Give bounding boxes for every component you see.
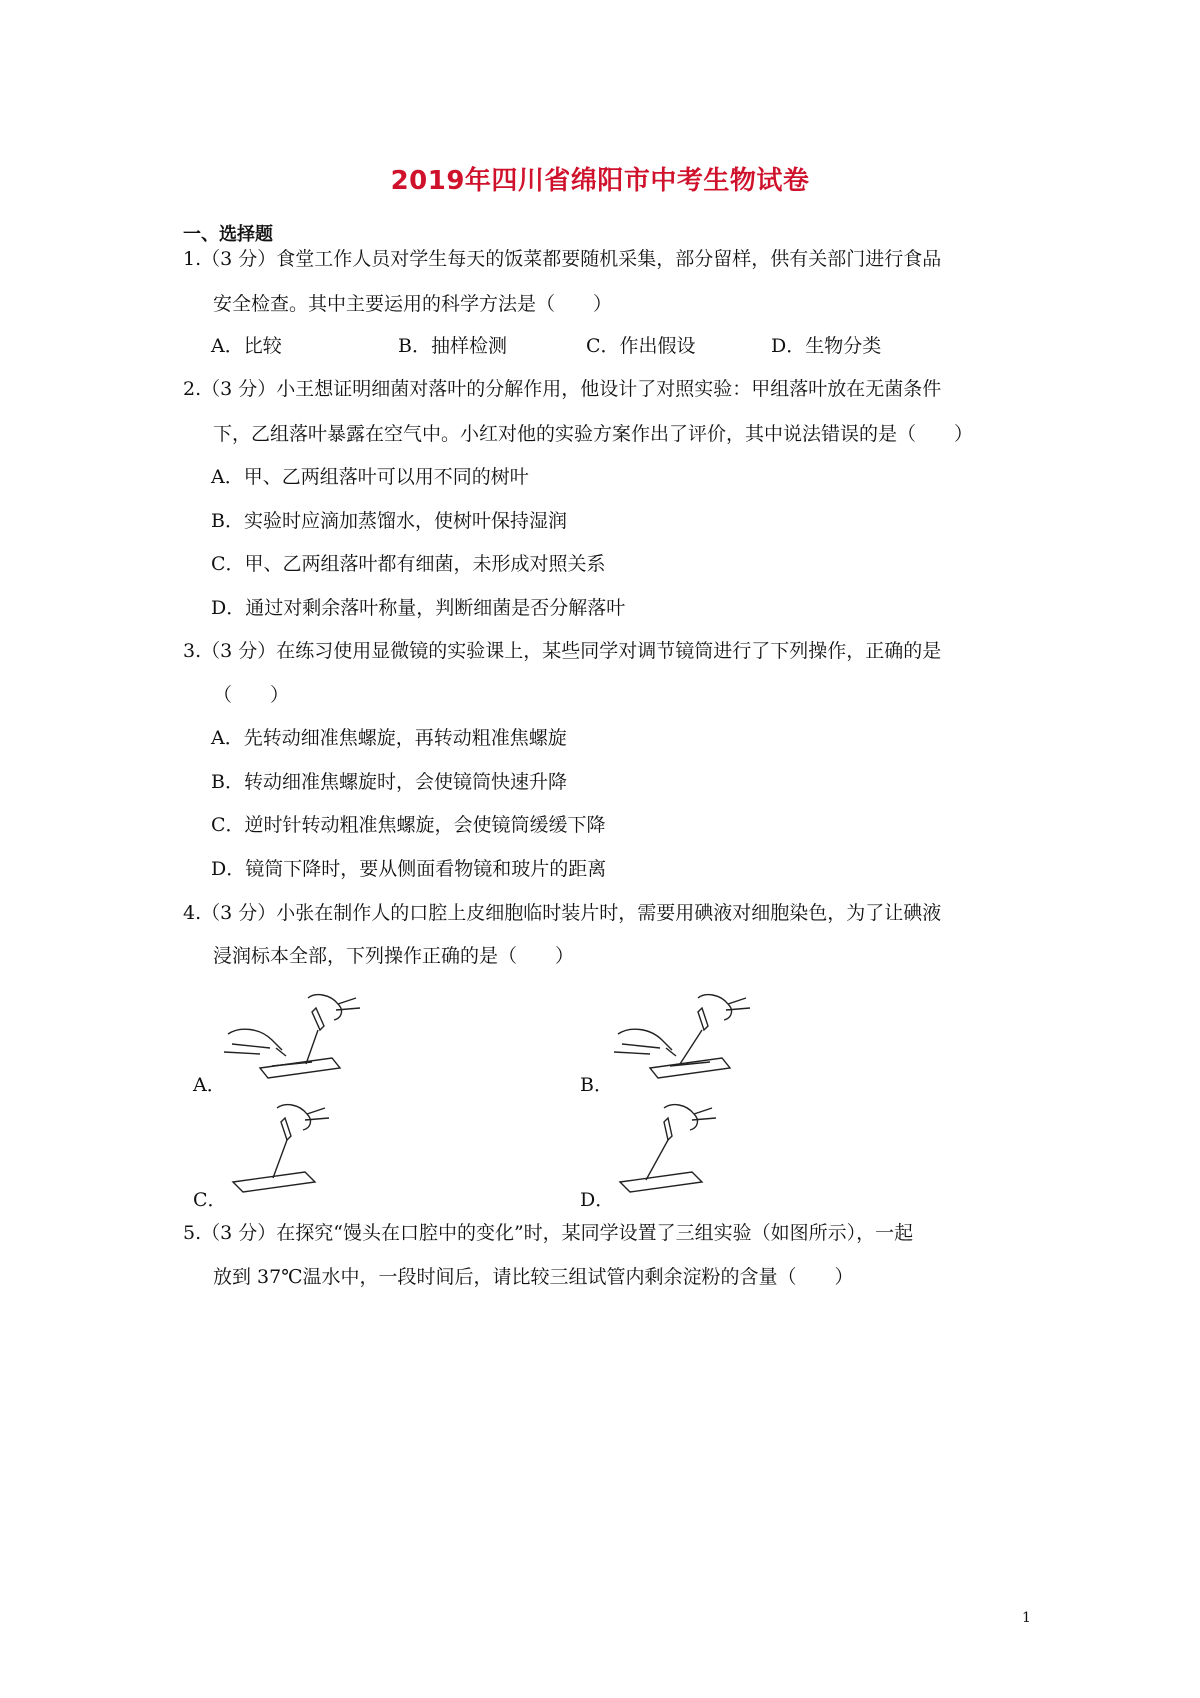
figure-b-label: B．	[580, 1074, 613, 1096]
question-3-line-2: （ ）	[213, 684, 290, 706]
figure-a-label: A．	[193, 1074, 226, 1096]
option-1c: C．作出假设	[586, 335, 696, 357]
option-1b: B．抽样检测	[398, 335, 507, 357]
figure-d-staining-illustration	[612, 1100, 732, 1195]
option-3d: D．镜筒下降时，要从侧面看物镜和玻片的距离	[211, 858, 607, 880]
option-3c: C．逆时针转动粗准焦螺旋，会使镜筒缓缓下降	[211, 814, 606, 836]
question-3-line-1: 3.（3 分）在练习使用显微镜的实验课上，某些同学对调节镜筒进行了下列操作，正确的是	[183, 640, 942, 662]
question-1-line-2: 安全检查。其中主要运用的科学方法是（ ）	[213, 293, 613, 315]
page-number: 1	[1022, 1610, 1031, 1626]
figure-c-staining-illustration	[225, 1100, 345, 1195]
figure-b-staining-illustration	[610, 990, 760, 1085]
question-4-line-1: 4.（3 分）小张在制作人的口腔上皮细胞临时装片时，需要用碘液对细胞染色，为了让碘液	[183, 902, 942, 924]
option-3a: A．先转动细准焦螺旋，再转动粗准焦螺旋	[211, 727, 567, 749]
page-title: 2019年四川省绵阳市中考生物试卷	[390, 166, 810, 196]
figure-d-label: D．	[580, 1189, 615, 1211]
question-2-line-1: 2.（3 分）小王想证明细菌对落叶的分解作用，他设计了对照实验：甲组落叶放在无菌条件	[183, 378, 942, 400]
option-1a: A．比较	[211, 335, 282, 357]
option-1d: D．生物分类	[771, 335, 882, 357]
question-2-line-2: 下，乙组落叶暴露在空气中。小红对他的实验方案作出了评价，其中说法错误的是（ ）	[213, 423, 974, 445]
figure-a-staining-illustration	[220, 990, 370, 1085]
option-2c: C．甲、乙两组落叶都有细菌，未形成对照关系	[211, 553, 606, 575]
option-2a: A．甲、乙两组落叶可以用不同的树叶	[211, 466, 529, 488]
option-3b: B．转动细准焦螺旋时，会使镜筒快速升降	[211, 771, 567, 793]
option-2d: D．通过对剩余落叶称量，判断细菌是否分解落叶	[211, 597, 626, 619]
section-heading: 一、选择题	[183, 224, 273, 245]
question-5-line-1: 5.（3 分）在探究“馒头在口腔中的变化”时，某同学设置了三组实验（如图所示），一起	[183, 1222, 914, 1244]
question-5-line-2: 放到 37℃温水中，一段时间后，请比较三组试管内剩余淀粉的含量（ ）	[213, 1266, 854, 1288]
question-1-line-1: 1.（3 分）食堂工作人员对学生每天的饭菜都要随机采集，部分留样，供有关部门进行食品	[183, 248, 942, 270]
question-4-line-2: 浸润标本全部，下列操作正确的是（ ）	[213, 945, 575, 967]
figure-c-label: C．	[193, 1189, 227, 1211]
option-2b: B．实验时应滴加蒸馏水，使树叶保持湿润	[211, 510, 567, 532]
